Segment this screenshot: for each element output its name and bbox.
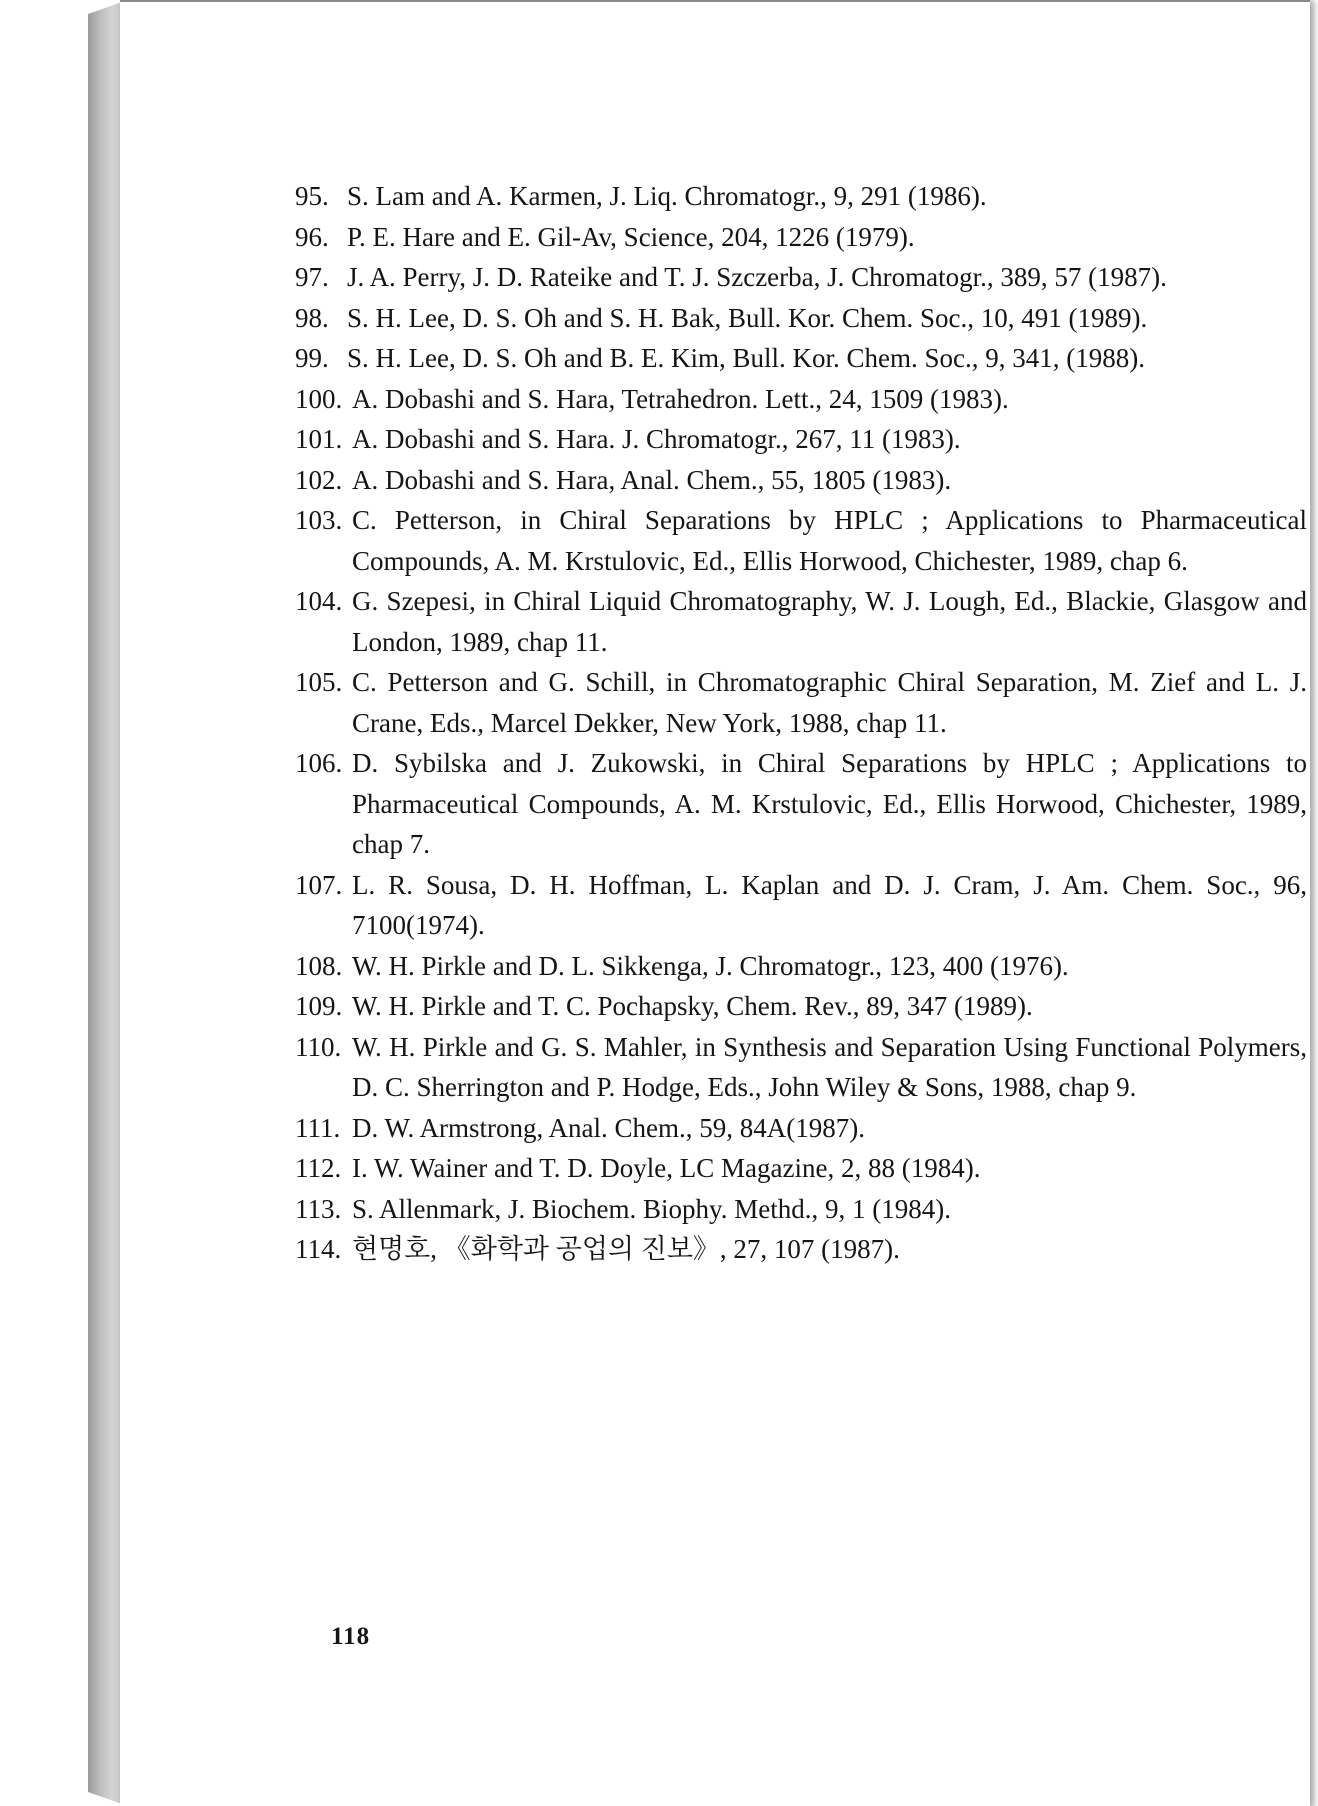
- reference-number: 99.: [295, 343, 329, 373]
- reference-number: 114.: [295, 1234, 342, 1264]
- reference-item: [295, 581, 1307, 662]
- reference-number: 102.: [295, 464, 343, 495]
- reference-number: 103.: [295, 505, 343, 535]
- reference-number: 105.: [295, 667, 343, 697]
- reference-item: [295, 946, 1307, 987]
- reference-text: S. Allenmark, J. Biochem. Biophy. Methd., 9, 1 (1984).: [352, 1193, 951, 1224]
- reference-item: [295, 338, 1307, 379]
- page: [120, 0, 1310, 1806]
- reference-list: [295, 176, 1307, 1270]
- page-number: 118: [331, 1623, 371, 1650]
- reference-text: W. H. Pirkle and D. L. Sikkenga, J. Chromatogr., 123, 400 (1976).: [352, 950, 1069, 981]
- reference-number: 109.: [295, 991, 343, 1021]
- reference-text: I. W. Wainer and T. D. Doyle, LC Magazine, 2, 88 (1984).: [352, 1153, 981, 1183]
- reference-number: 108.: [295, 950, 343, 981]
- reference-item: [295, 1189, 1307, 1230]
- reference-number: 110.: [295, 1031, 342, 1062]
- reference-text: S. H. Lee, D. S. Oh and B. E. Kim, Bull. Kor. Chem. Soc., 9, 341, (1988).: [347, 343, 1145, 373]
- reference-item: [295, 419, 1307, 460]
- reference-text: J. A. Perry, J. D. Rateike and T. J. Szczerba, J. Chromatogr., 389, 57 (1987).: [347, 262, 1167, 292]
- reference-item: [295, 1027, 1307, 1108]
- reference-item: [295, 176, 1307, 217]
- reference-item: [295, 460, 1307, 501]
- reference-text: A. Dobashi and S. Hara. J. Chromatogr., 267, 11 (1983).: [352, 424, 961, 454]
- reference-number: 112.: [295, 1153, 342, 1183]
- reference-text: W. H. Pirkle and G. S. Mahler, in Synthesis and Separation Using Functional Polymers, D. C. Sherrington and P. Hodge, Eds., John Wiley & Sons, 1988, chap 9.: [352, 1031, 1307, 1102]
- reference-item: [295, 217, 1307, 258]
- reference-item: [295, 379, 1307, 420]
- reference-item: [295, 1148, 1307, 1189]
- reference-text: A. Dobashi and S. Hara, Anal. Chem., 55, 1805 (1983).: [352, 464, 952, 495]
- reference-number: 111.: [295, 1112, 341, 1143]
- reference-number: 107.: [295, 869, 343, 900]
- reference-text: G. Szepesi, in Chiral Liquid Chromatography, W. J. Lough, Ed., Blackie, Glasgow and London, 1989, chap 11.: [352, 586, 1307, 657]
- reference-text: C. Petterson and G. Schill, in Chromatographic Chiral Separation, M. Zief and L. J. Crane, Eds., Marcel Dekker, New York, 1988, chap 11.: [352, 667, 1307, 738]
- reference-text: 현명호, 《화학과 공업의 진보》, 27, 107 (1987).: [352, 1234, 900, 1264]
- reference-item: [295, 743, 1307, 865]
- reference-text: D. W. Armstrong, Anal. Chem., 59, 84A(1987).: [352, 1112, 865, 1143]
- reference-item: [295, 865, 1307, 946]
- reference-item: [295, 257, 1307, 298]
- reference-number: 98.: [295, 302, 329, 333]
- reference-text: D. Sybilska and J. Zukowski, in Chiral Separations by HPLC ; Applications to Pharmaceutical Compounds, A. M. Krstulovic, Ed., Ellis Horwood, Chichester, 1989, chap 7.: [352, 748, 1307, 859]
- reference-item: [295, 1229, 1307, 1270]
- reference-text: L. R. Sousa, D. H. Hoffman, L. Kaplan and D. J. Cram, J. Am. Chem. Soc., 96, 7100(1974).: [352, 869, 1307, 940]
- reference-item: [295, 986, 1307, 1027]
- reference-item: [295, 1108, 1307, 1149]
- reference-text: C. Petterson, in Chiral Separations by HPLC ; Applications to Pharmaceutical Compounds, A. M. Krstulovic, Ed., Ellis Horwood, Chichester, 1989, chap 6.: [352, 505, 1307, 576]
- reference-number: 101.: [295, 424, 343, 454]
- reference-text: A. Dobashi and S. Hara, Tetrahedron. Lett., 24, 1509 (1983).: [352, 383, 1009, 414]
- reference-item: [295, 662, 1307, 743]
- reference-text: S. H. Lee, D. S. Oh and S. H. Bak, Bull. Kor. Chem. Soc., 10, 491 (1989).: [347, 302, 1148, 333]
- reference-number: 104.: [295, 586, 343, 616]
- reference-number: 96.: [295, 221, 329, 252]
- reference-text: S. Lam and A. Karmen, J. Liq. Chromatogr., 9, 291 (1986).: [347, 181, 987, 211]
- reference-number: 100.: [295, 383, 343, 414]
- reference-text: W. H. Pirkle and T. C. Pochapsky, Chem. Rev., 89, 347 (1989).: [352, 991, 1033, 1021]
- reference-number: 97.: [295, 262, 329, 292]
- reference-text: P. E. Hare and E. Gil-Av, Science, 204, 1226 (1979).: [347, 221, 915, 252]
- book-spine: [88, 2, 122, 1804]
- reference-item: [295, 298, 1307, 339]
- reference-number: 95.: [295, 181, 329, 211]
- reference-item: [295, 500, 1307, 581]
- reference-number: 113.: [295, 1193, 342, 1224]
- reference-number: 106.: [295, 748, 343, 778]
